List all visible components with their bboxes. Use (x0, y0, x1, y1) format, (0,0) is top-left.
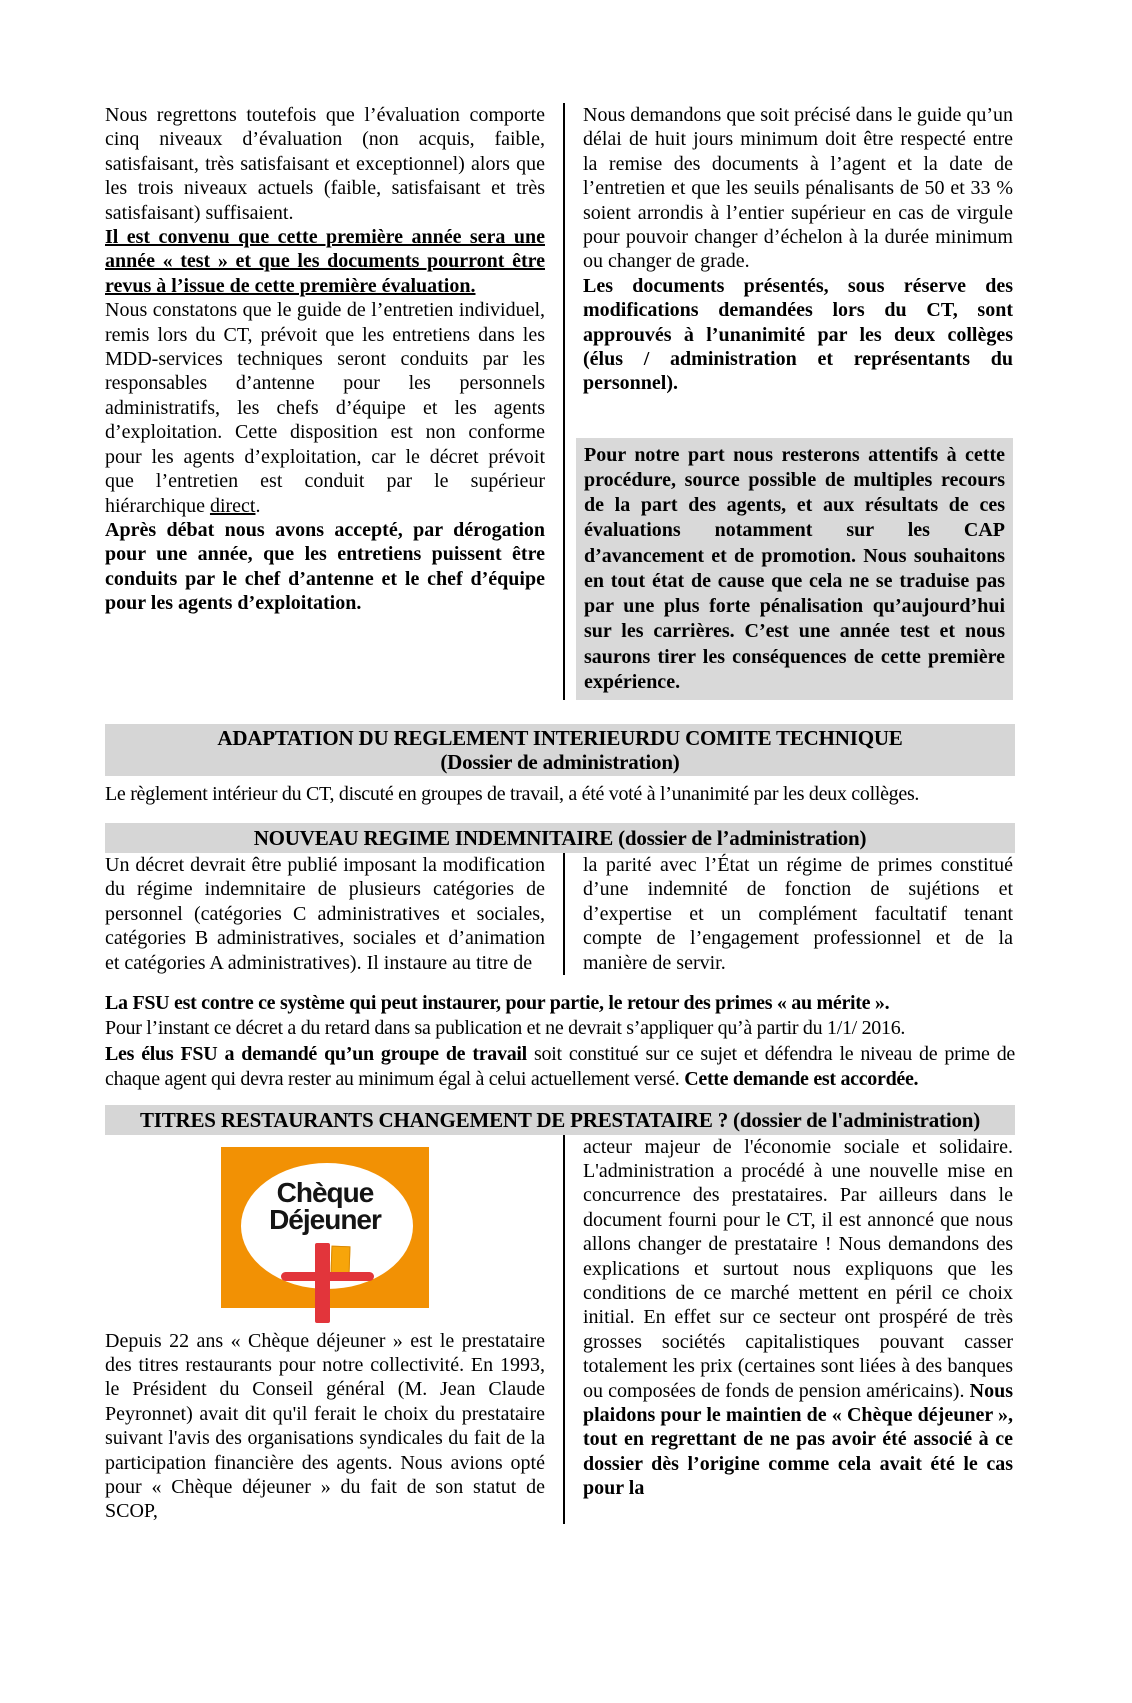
fsu-statement-block (105, 991, 1015, 1093)
adaptation-header-line1: ADAPTATION DU REGLEMENT INTERIEURDU COMITE TECHNIQUE (217, 725, 903, 750)
regime-left-para: Un décret devrait être publié imposant la modification du régime indemnitaire de plusieurs catégories de personnel (catégories C administratives et sociales, catégories B administratives, sociales et d’animation et catégories A administratives). Il instaure au titre de (105, 853, 545, 974)
adaptation-body-text: Le règlement intérieur du CT, discuté en groupes de travail, a été voté à l’unanimité par les deux collèges. (105, 782, 920, 805)
regime-left-column (105, 853, 545, 975)
logo-cross-horizontal-icon (281, 1272, 374, 1281)
logo-word-line1: Chèque (276, 1176, 374, 1208)
titres-right-regular: acteur majeur de l'économie sociale et solidaire. L'administration a procédé à une nouvelle mise en concurrence des prestataires. Par ailleurs dans le document fourni pour le CT, il est annoncé que nous allons changer de prestataire ! Nous demandons des explications et surtout nous expliquons que les conditions de ce marché mettent en péril ce choix initial. En effet sur ce secteur ont prospéré de très grosses sociétés capitalistiques pouvant casser totalement les prix (certaines sont liées à des banques ou composées de fonds de pension américains). (583, 1135, 1013, 1402)
eval-right-para-1: Nous demandons que soit précisé dans le guide qu’un délai de huit jours minimum doit être respecté entre la remise des documents à l’agent et la date de l’entretien et que les seuils pénalisants de 50 et 33 % soient arrondis à l’entier supérieur en cas de virgule pour pouvoir changer d’échelon à la durée minimum ou changer de grade. (583, 104, 1013, 273)
eval-right-para-2: Les documents présentés, sous réserve des modifications demandées lors du CT, sont approuvés à l’unanimité par les deux collèges (élus / administration et représentants du personnel). (583, 274, 1013, 395)
evaluation-right-column (583, 103, 1013, 700)
titres-left-para: Depuis 22 ans « Chèque déjeuner » est le prestataire des titres restaurants pour notre collectivité. En 1993, le Président du Conseil général (M. Jean Claude Peyronnet) avait dit qu'il ferait le choix du prestataire suivant l'avis des organisations syndicales du fait de la participation financière des agents. Nous avions opté pour « Chèque déjeuner » du fait de son statut de SCOP, (105, 1329, 545, 1523)
regime-section (105, 853, 1015, 975)
eval-left-para-3-end: . (255, 494, 261, 517)
cheque-dejeuner-logo (221, 1147, 429, 1323)
regime-section-header: NOUVEAU REGIME INDEMNITAIRE (dossier de l’administration) (105, 823, 1015, 853)
logo-wordmark (221, 1176, 429, 1235)
regime-right-column (583, 853, 1013, 975)
logo-word-line2: Déjeuner (269, 1203, 381, 1235)
logo-cross-vertical-icon (315, 1243, 330, 1323)
titres-right-para (583, 1135, 1013, 1501)
titres-right-column (583, 1135, 1013, 1524)
eval-left-para-2-text: Il est convenu que cette première année sera une année « test » et que les documents pourront être revus à l’issue de cette première évaluation. (105, 226, 545, 297)
adaptation-section-header (105, 724, 1015, 776)
fsu-line-3-bold: Les élus FSU a demandé qu’un groupe de travail (105, 1042, 527, 1065)
fsu-line-1: La FSU est contre ce système qui peut instaurer, pour partie, le retour des primes « au mérite ». (105, 991, 890, 1014)
eval-left-para-4: Après débat nous avons accepté, par dérogation pour une année, que les entretiens puissent être conduits par le chef d’antenne et le chef d’équipe pour les agents d’exploitation. (105, 518, 545, 615)
fsu-line-2: Pour l’instant ce décret a du retard dans sa publication et ne devrait s’appliquer qu’à partir du 1/1/ 2016. (105, 1017, 906, 1040)
evaluation-section (105, 103, 1015, 700)
eval-left-para-1: Nous regrettons toutefois que l’évaluation comporte cinq niveaux d’évaluation (non acquis, faible, satisfaisant, très satisfaisant et exceptionnel) alors que les trois niveaux actuels (faible, satisfaisant et très satisfaisant) suffisaient. (105, 104, 545, 224)
titres-section-header: TITRES RESTAURANTS CHANGEMENT DE PRESTATAIRE ? (dossier de l'administration) (105, 1105, 1015, 1135)
eval-left-para-3-start: Nous constatons que le guide de l’entretien individuel, remis lors du CT, prévoit que les entretiens dans les MDD-services techniques seront conduits par les responsables d’antenne pour les personnels administratifs, les chefs d’équipe et les agents d’exploitation. Cette disposition est non conforme pour les agents d’exploitation, car le décret prévoit que l’entretien est conduit par le supérieur hiérarchique (105, 299, 545, 517)
column-divider (563, 1135, 565, 1524)
evaluation-left-column (105, 103, 545, 700)
highlighted-commentary-block: Pour notre part nous resterons attentifs à cette procédure, source possible de multiples recours de la part des agents, et aux résultats de ces évaluations notamment sur les CAP d’avancement et de promotion. Nous souhaitons en tout état de cause que cela ne se traduise pas par une plus forte pénalisation qu’aujourd’hui sur les carrières. C’est une année test et nous saurons tirer les conséquences de cette première expérience. (576, 438, 1013, 700)
column-divider (563, 103, 565, 700)
eval-left-para-3 (105, 298, 545, 518)
eval-left-para-3-underlined: direct (209, 494, 256, 517)
titres-right-bold: Nous plaidons pour le maintien de « Chèque déjeuner », tout en regrettant de ne pas avoir été associé à ce dossier dès l’origine comme cela avait été le cas pour la (583, 1379, 1013, 1500)
titres-left-column (105, 1135, 545, 1524)
logo-flag-icon (331, 1245, 351, 1274)
regime-right-para: la parité avec l’État un régime de primes constitué d’une indemnité de fonction de sujétions et d’expertise et un complément facultatif tenant compte de l’engagement professionnel et de la manière de servir. (583, 853, 1013, 974)
titres-section (105, 1135, 1015, 1524)
column-divider (563, 853, 565, 975)
adaptation-header-line2: (Dossier de administration) (440, 749, 680, 774)
eval-left-para-2 (105, 225, 545, 298)
newsletter-page (105, 103, 1015, 1524)
fsu-line-3-bold-2: Cette demande est accordée. (684, 1068, 919, 1091)
fsu-line-3-regular: soit constitué sur ce sujet et défendra le niveau de prime de chaque agent qui devra rester au minimum égal à celui actuellement versé. (105, 1042, 1015, 1091)
fsu-line-3 (105, 1042, 1015, 1093)
